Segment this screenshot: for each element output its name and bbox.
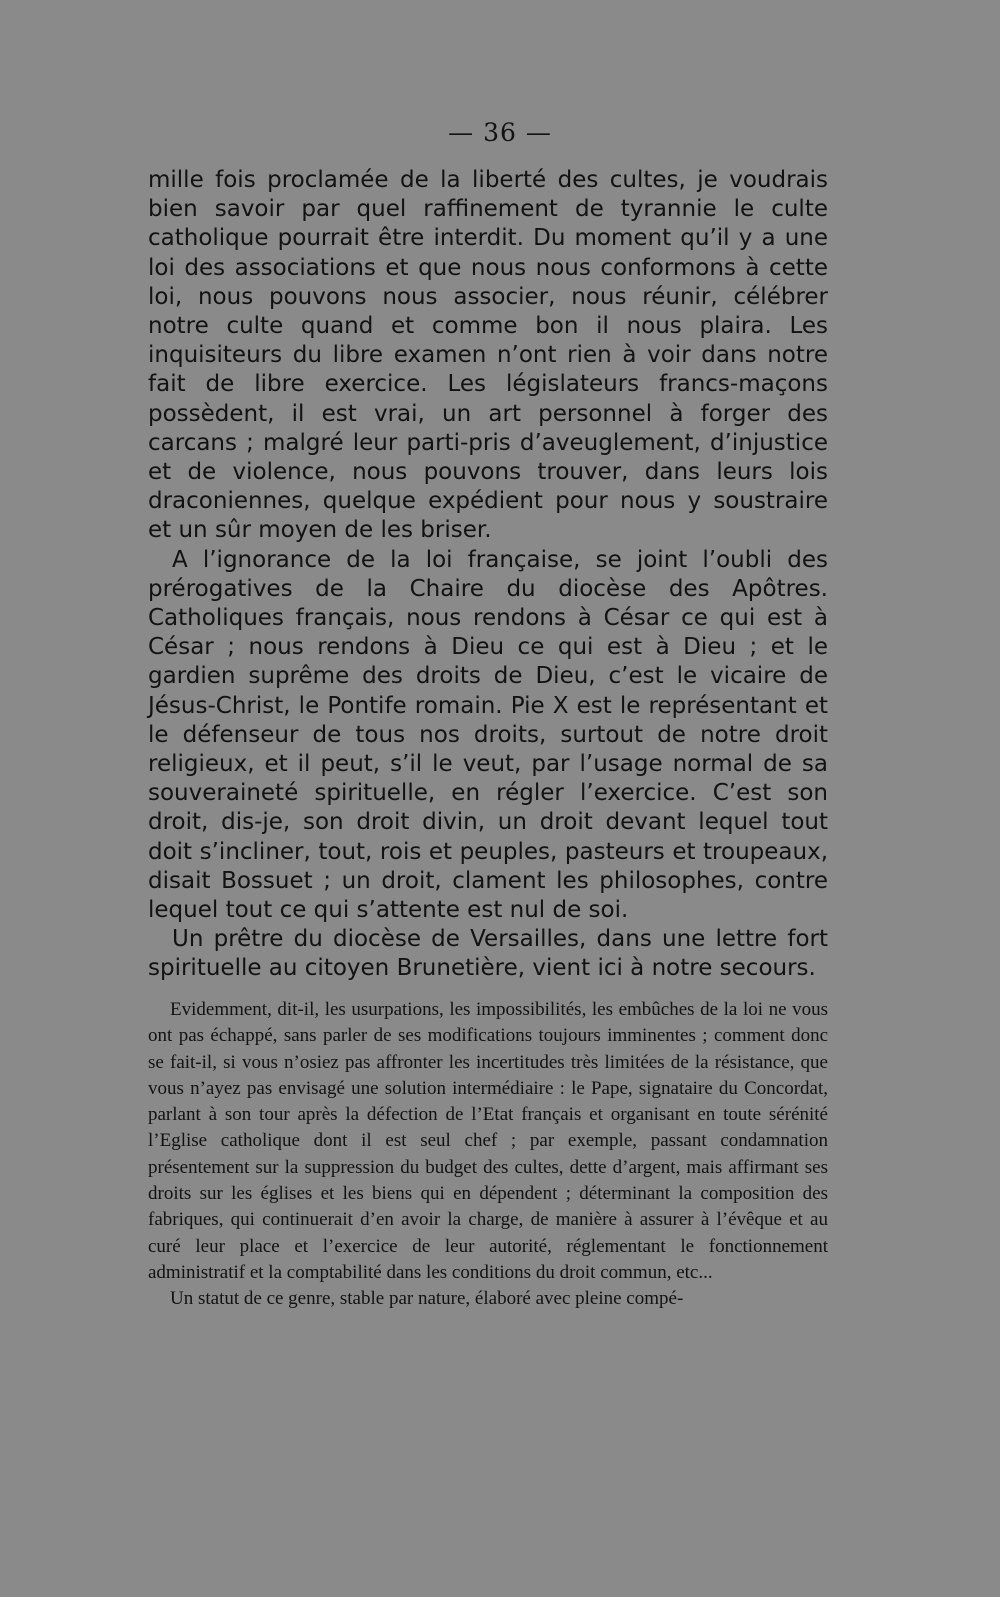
main-text	[148, 166, 828, 984]
paragraph: mille fois proclamée de la liberté des cultes, je voudrais bien savoir par quel raffinement de tyrannie le culte catholique pourrait être interdit. Du moment qu’il y a une loi des associations et que nous nous conformons à cette loi, nous pouvons nous associer, nous réunir, célébrer notre culte quand et comme bon il nous plaira. Les inquisiteurs du libre examen n’ont rien à voir dans notre fait de libre exercice. Les législateurs francs-maçons possèdent, il est vrai, un art personnel à forger des carcans ; malgré leur parti-pris d’aveuglement, d’injustice et de violence, nous pouvons trouver, dans leurs lois draconiennes, quelque expédient pour nous y soustraire et un sûr moyen de les briser.	[148, 167, 828, 544]
quoted-letter	[148, 997, 828, 1313]
quote-paragraph: Un statut de ce genre, stable par nature, élaboré avec pleine compé-	[170, 1288, 684, 1310]
page-number: — 36 —	[448, 118, 552, 147]
paragraph: Un prêtre du diocèse de Versailles, dans une lettre fort spirituelle au citoyen Brunetière, vient ici à notre secours.	[148, 926, 828, 982]
quote-paragraph: Evidemment, dit-il, les usurpations, les impossibilités, les embûches de la loi ne vous ont pas échappé, sans parler de ses modifications toujours imminentes ; comment donc se fait-il, si vous n’osiez pas affronter les incertitudes très limitées de la résistance, que vous n’ayez pas envisagé une solution intermédiaire : le Pape, signataire du Concordat, parlant à son tour après la défection de l’Etat français et organisant en toute sérénité l’Eglise catholique dont il est seul chef ; par exemple, passant condamnation présentement sur la suppression du budget des cultes, dette d’argent, mais affirmant ses droits sur les églises et les biens qui en dépendent ; déterminant la composition des fabriques, qui continuerait d’en avoir la charge, de manière à assurer à l’évêque et au curé leur place et l’exercice de leur autorité, réglementant le fonctionnement administratif et la comptabilité dans les conditions du droit commun, etc...	[148, 999, 828, 1283]
paragraph: A l’ignorance de la loi française, se joint l’oubli des prérogatives de la Chaire du diocèse des Apôtres. Catholiques français, nous rendons à César ce qui est à César ; nous rendons à Dieu ce qui est à Dieu ; et le gardien suprême des droits de Dieu, c’est le vicaire de Jésus-Christ, le Pontife romain. Pie X est le représentant et le défenseur de tous nos droits, surtout de notre droit religieux, et il peut, s’il le veut, par l’usage normal de sa souveraineté spirituelle, en régler l’exercice. C’est son droit, dis-je, son droit divin, un droit devant lequel tout doit s’incliner, tout, rois et peuples, pasteurs et troupeaux, disait Bossuet ; un droit, clament les philosophes, contre lequel tout ce qui s’attente est nul de soi.	[148, 546, 828, 924]
